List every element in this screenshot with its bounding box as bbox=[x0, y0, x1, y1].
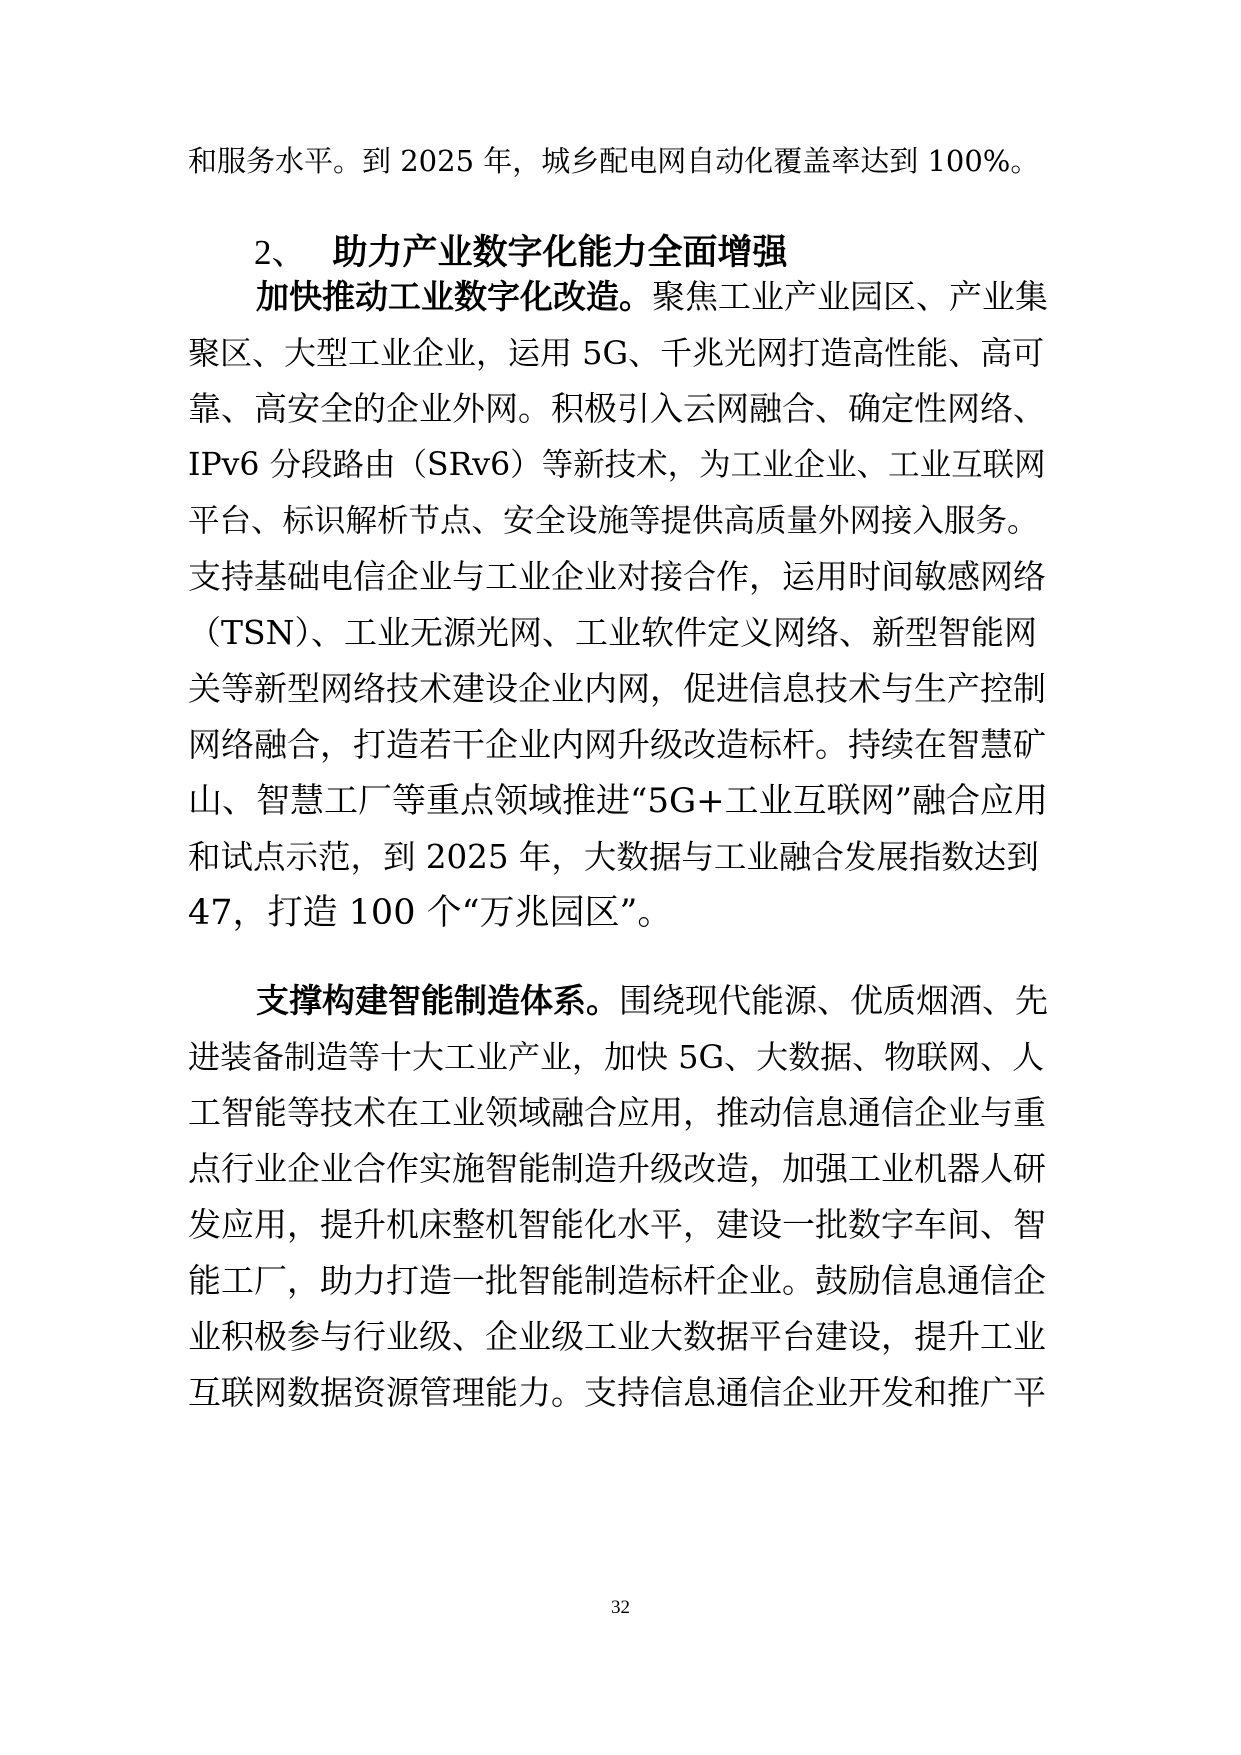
section-title: 助力产业数字化能力全面增强 bbox=[332, 232, 788, 273]
text-line: 发应用，提升机床整机智能化水平，建设一批数字车间、智 bbox=[188, 1205, 1046, 1244]
text-line: 进装备制造等十大工业产业，加快 5G、大数据、物联网、人 bbox=[188, 1038, 1045, 1076]
text-line: 关等新型网络技术建设企业内网，促进信息技术与生产控制 bbox=[188, 669, 1046, 708]
paragraph-1-first-line bbox=[256, 272, 1048, 322]
paragraph-2-lead: 支撑构建智能制造体系。 bbox=[256, 981, 619, 1020]
text-line: 聚区、大型工业企业，运用 5G、千兆光网打造高性能、高可 bbox=[188, 334, 1045, 372]
text-line: 点行业企业合作实施智能制造升级改造，加强工业机器人研 bbox=[188, 1149, 1046, 1188]
text-line: 47，打造 100 个“万兆园区”。 bbox=[188, 893, 673, 933]
text-line: 和试点示范，到 2025 年，大数据与工业融合发展指数达到 bbox=[188, 838, 1039, 876]
top-line-text: 和服务水平。到 2025 年，城乡配电网自动化覆盖率达到 100%。 bbox=[188, 144, 1040, 178]
text-line: （TSN）、工业无源光网、工业软件定义网络、新型智能网 bbox=[188, 613, 1037, 652]
text-line: 工智能等技术在工业领域融合应用，推动信息通信企业与重 bbox=[188, 1093, 1046, 1132]
paragraph-2-first-line bbox=[256, 976, 1048, 1026]
text-line: 平台、标识解析节点、安全设施等提供高质量外网接入服务。 bbox=[188, 503, 1039, 539]
text-line: 业积极参与行业级、企业级工业大数据平台建设，提升工业 bbox=[188, 1317, 1046, 1356]
section-number: 2、 bbox=[254, 233, 307, 272]
section-heading bbox=[254, 228, 788, 278]
text-line: 能工厂，助力打造一批智能制造标杆企业。鼓励信息通信企 bbox=[188, 1261, 1046, 1300]
text-line: 互联网数据资源管理能力。支持信息通信企业开发和推广平 bbox=[188, 1373, 1046, 1412]
text-line bbox=[188, 136, 1048, 186]
text-line: 支持基础电信企业与工业企业对接合作，运用时间敏感网络 bbox=[188, 557, 1046, 596]
text-line: 聚焦工业产业园区、产业集 bbox=[652, 277, 1048, 316]
text-line: 围绕现代能源、优质烟酒、先 bbox=[619, 981, 1048, 1020]
page-number: 32 bbox=[611, 1597, 630, 1618]
text-line: 靠、高安全的企业外网。积极引入云网融合、确定性网络、 bbox=[188, 389, 1046, 428]
text-line: 网络融合，打造若干企业内网升级改造标杆。持续在智慧矿 bbox=[188, 725, 1046, 764]
paragraph-1-lead: 加快推动工业数字化改造。 bbox=[256, 277, 652, 316]
text-line: IPv6 分段路由（SRv6）等新技术，为工业企业、工业互联网 bbox=[188, 447, 1046, 483]
text-line: 山、智慧工厂等重点领域推进“5G+工业互联网”融合应用 bbox=[188, 781, 1048, 821]
